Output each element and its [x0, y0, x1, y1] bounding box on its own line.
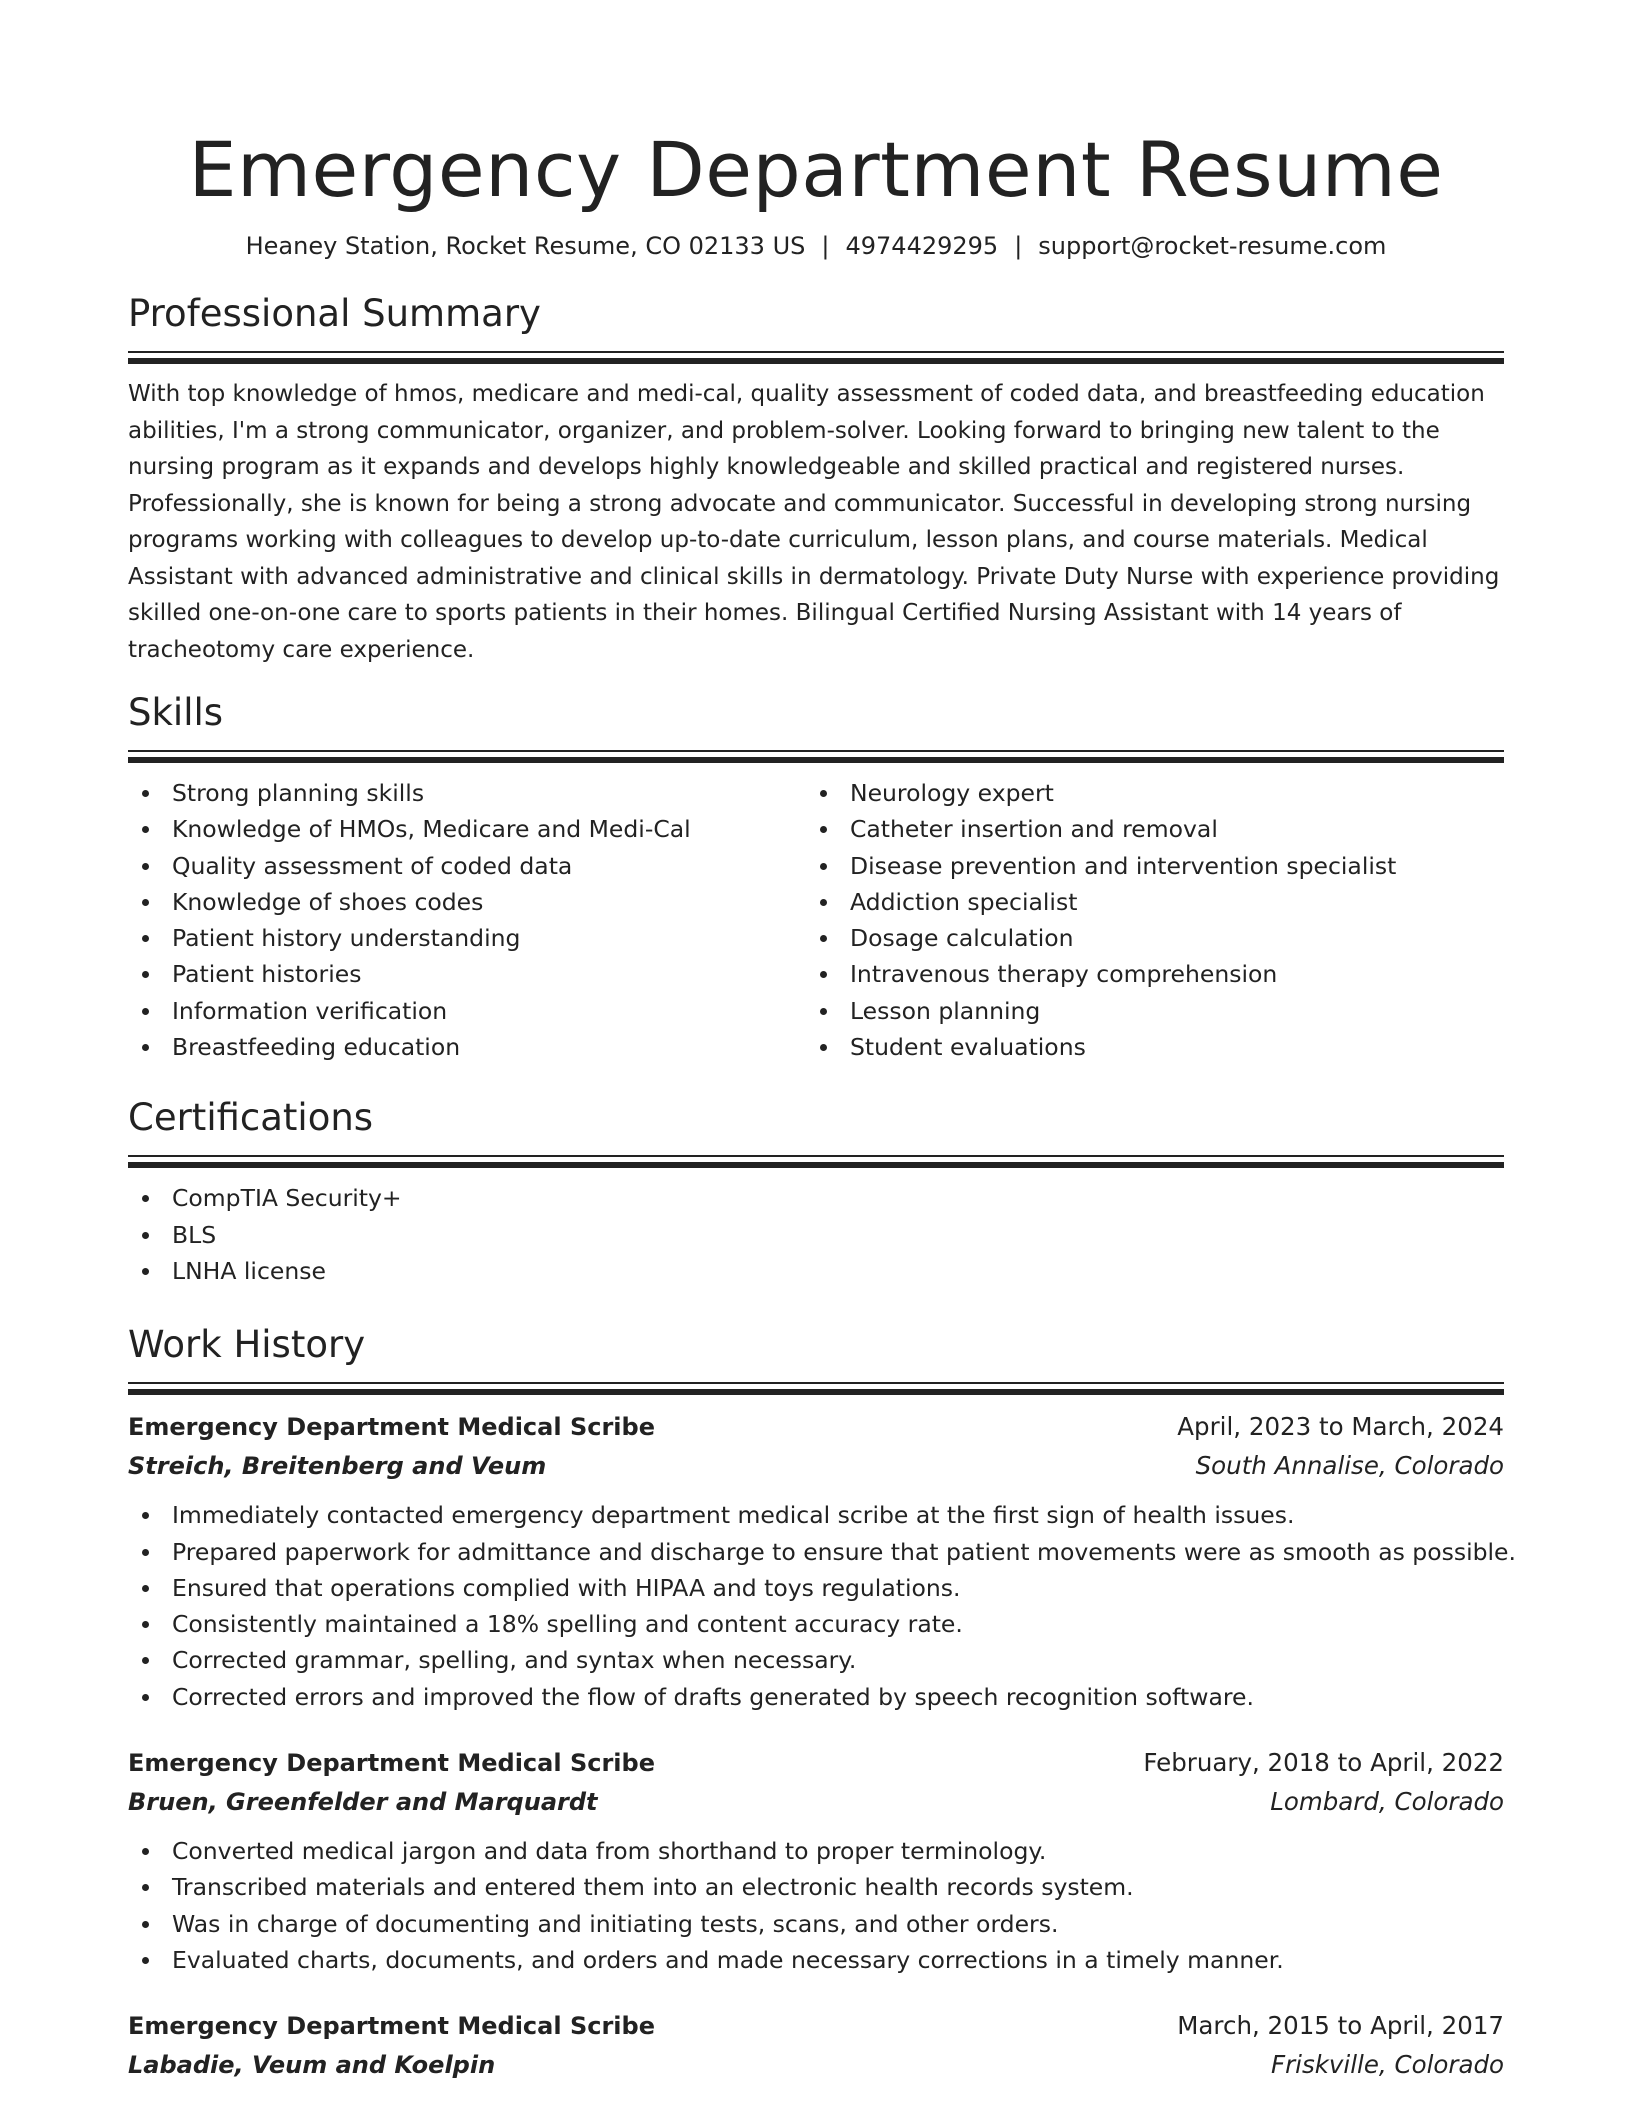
job-company: Streich, Breitenberg and Veum: [128, 1452, 547, 1481]
job-duty-item: Converted medical jargon and data from shorthand to proper terminology.: [128, 1833, 1504, 1869]
job-duty-item: Consistently maintained a 18% spelling and content accuracy rate.: [128, 1606, 1504, 1642]
job-dates: April, 2023 to March, 2024: [1177, 1412, 1504, 1442]
job-header: [128, 1743, 1504, 1783]
skill-item: Quality assessment of coded data: [128, 848, 806, 884]
job-duty-item: Corrected grammar, spelling, and syntax when necessary.: [128, 1642, 1504, 1678]
skill-item: Breastfeeding education: [128, 1029, 806, 1065]
section-divider-thick: [128, 1162, 1504, 1168]
job-header: [128, 2006, 1504, 2046]
section-title-certifications: Certifications: [128, 1096, 374, 1140]
job-title: Emergency Department Medical Scribe: [128, 1413, 655, 1442]
skills-list-left: [128, 775, 806, 1065]
job-location: Lombard, Colorado: [1270, 1787, 1504, 1817]
job-title: Emergency Department Medical Scribe: [128, 1749, 655, 1778]
job-location: South Annalise, Colorado: [1195, 1451, 1504, 1481]
skill-item: Lesson planning: [806, 993, 1484, 1029]
job-entry: [128, 1407, 1516, 1715]
contact-phone: 4974429295: [845, 232, 999, 260]
section-divider: [128, 351, 1504, 353]
section-divider: [128, 1155, 1504, 1157]
job-duty-item: Ensured that operations complied with HIPAA and toys regulations.: [128, 1570, 1504, 1606]
skill-item: Catheter insertion and removal: [806, 811, 1484, 847]
skill-item: Dosage calculation: [806, 920, 1484, 956]
section-divider-thick: [128, 358, 1504, 364]
job-duties-list: [128, 1497, 1516, 1715]
job-duty-item: Corrected errors and improved the flow of drafts generated by speech recognition software.: [128, 1679, 1504, 1715]
section-divider-thick: [128, 757, 1504, 763]
section-title-work-history: Work History: [128, 1323, 366, 1367]
job-duty-item: Immediately contacted emergency department medical scribe at the first sign of health issues.: [128, 1497, 1504, 1533]
job-duty-item: Prepared paperwork for admittance and discharge to ensure that patient movements were as smooth as possible.: [128, 1534, 1504, 1570]
contact-email: support@rocket-resume.com: [1038, 232, 1387, 260]
job-subheader: [128, 2046, 1504, 2084]
contact-separator: |: [1014, 232, 1023, 260]
job-duty-item: Transcribed materials and entered them into an electronic health records system.: [128, 1869, 1504, 1905]
work-history-section: [128, 1322, 1516, 2084]
summary-text: With top knowledge of hmos, medicare and medi-cal, quality assessment of coded data, and breastfeeding education abilities, I'm a strong communicator, organizer, and problem-solver. Looking forward to bringing new talent to the nursing program as it expands and develops highly knowledgeable and skilled practical and registered nurses. Professionally, she is known for being a strong advocate and communicator. Successful in developing strong nursing programs working with colleagues to develop up-to-date curriculum, lesson plans, and course materials. Medical Assistant with advanced administrative and clinical skills in dermatology. Private Duty Nurse with experience providing skilled one-on-one care to sports patients in their homes. Bilingual Certified Nursing Assistant with 14 years of tracheotomy care experience.: [128, 381, 1500, 663]
certifications-section: [128, 1095, 1504, 1289]
certification-item: LNHA license: [128, 1253, 1504, 1289]
job-dates: February, 2018 to April, 2022: [1143, 1748, 1504, 1778]
skill-item: Knowledge of shoes codes: [128, 884, 806, 920]
resume-title: Emergency Department Resume: [188, 125, 1444, 214]
job-entry: [128, 1743, 1504, 1978]
job-company: Labadie, Veum and Koelpin: [128, 2051, 496, 2080]
section-title-summary: Professional Summary: [128, 292, 541, 335]
summary-section: [128, 291, 1504, 668]
section-title-skills: Skills: [128, 691, 224, 734]
job-header: [128, 1407, 1504, 1447]
job-company: Bruen, Greenfelder and Marquardt: [128, 1788, 598, 1817]
skill-item: Student evaluations: [806, 1029, 1484, 1065]
section-divider: [128, 1382, 1504, 1384]
certifications-list: [128, 1180, 1504, 1289]
skill-item: Disease prevention and intervention specialist: [806, 848, 1484, 884]
skill-item: Patient histories: [128, 956, 806, 992]
skill-item: Neurology expert: [806, 775, 1484, 811]
section-divider-thick: [128, 1389, 1504, 1395]
certification-item: BLS: [128, 1217, 1504, 1253]
section-divider: [128, 750, 1504, 752]
contact-separator: |: [821, 232, 830, 260]
skill-item: Addiction specialist: [806, 884, 1484, 920]
job-entry: [128, 2006, 1504, 2084]
job-subheader: [128, 1447, 1504, 1485]
skill-item: Intravenous therapy comprehension: [806, 956, 1484, 992]
job-duty-item: Evaluated charts, documents, and orders and made necessary corrections in a timely manner.: [128, 1942, 1504, 1978]
skill-item: Patient history understanding: [128, 920, 806, 956]
contact-address: Heaney Station, Rocket Resume, CO 02133 US: [245, 232, 806, 260]
job-location: Friskville, Colorado: [1270, 2050, 1504, 2080]
contact-line: [128, 230, 1504, 262]
job-dates: March, 2015 to April, 2017: [1177, 2011, 1504, 2041]
skills-section: [128, 690, 1504, 1065]
certification-item: CompTIA Security+: [128, 1180, 1504, 1216]
skills-grid: [128, 775, 1504, 1065]
job-duty-item: Was in charge of documenting and initiating tests, scans, and other orders.: [128, 1906, 1504, 1942]
job-duties-list: [128, 1833, 1504, 1978]
skill-item: Knowledge of HMOs, Medicare and Medi-Cal: [128, 811, 806, 847]
skill-item: Strong planning skills: [128, 775, 806, 811]
skill-item: Information verification: [128, 993, 806, 1029]
resume-page: [128, 0, 1516, 2084]
skills-list-right: [806, 775, 1484, 1065]
job-title: Emergency Department Medical Scribe: [128, 2012, 655, 2041]
job-subheader: [128, 1783, 1504, 1821]
